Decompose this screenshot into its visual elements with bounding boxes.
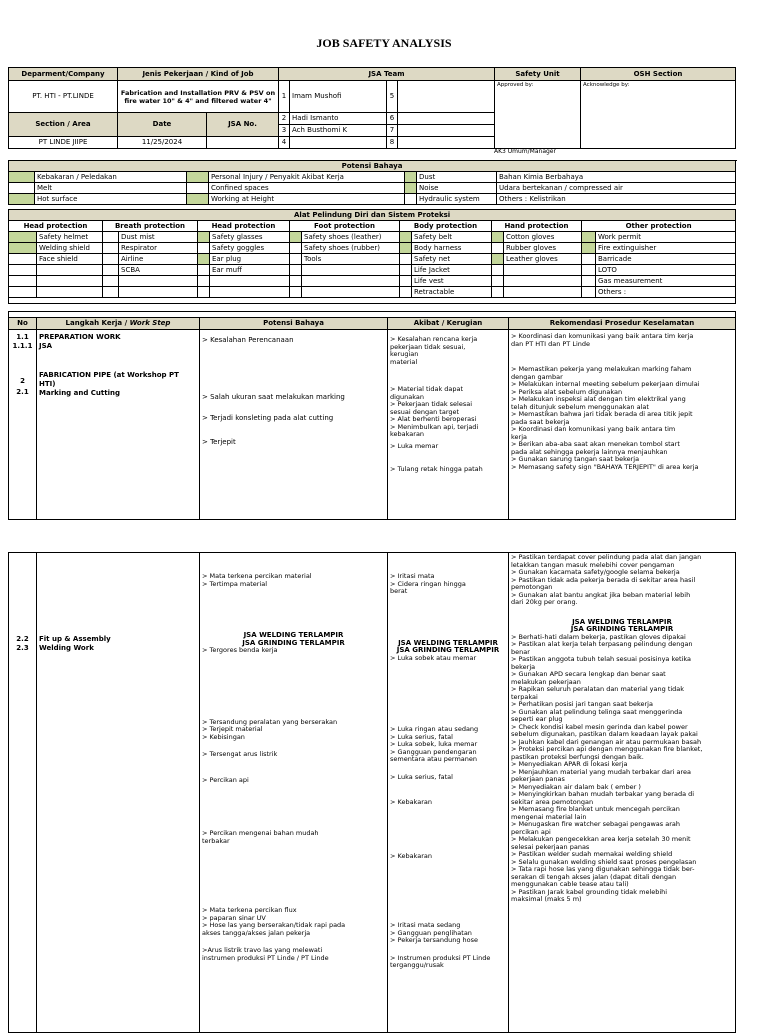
hazard-checkbox[interactable] bbox=[405, 183, 417, 194]
ppe-checkbox[interactable] bbox=[290, 265, 302, 276]
team-name-1: Imam Mushofi bbox=[290, 81, 387, 113]
team-no-5: 5 bbox=[387, 81, 398, 113]
steps-table bbox=[8, 311, 736, 520]
ppe-checkbox[interactable] bbox=[103, 243, 119, 254]
team-no-7: 7 bbox=[387, 125, 398, 137]
block1-effect: > Kesalahan rencana kerja pekerjaan tidak sesuai, kerugian material > Material tidak dapat digunakan > Pekerjaan tidak selesai sesuai dengan target > Alat berhenti beroperasi > Menimbulkan api, terjadi kebakaran > Luka memar > Tulang retak hingga patah bbox=[388, 330, 509, 520]
ppe-label: Safety glasses bbox=[210, 232, 290, 243]
ppe-checkbox[interactable] bbox=[290, 254, 302, 265]
block1-hazard: > Kesalahan Perencanaan > Salah ukuran saat melakukan marking > Terjadi konsleting pada alat cutting > Terjepit bbox=[200, 330, 388, 520]
ppe-checkbox[interactable] bbox=[103, 287, 119, 298]
ppe-checkbox[interactable] bbox=[290, 243, 302, 254]
ppe-checkbox[interactable] bbox=[198, 254, 210, 265]
ppe-label: LOTO bbox=[596, 265, 736, 276]
ppe-label bbox=[210, 276, 290, 287]
hazard-label: Hot surface bbox=[35, 194, 187, 205]
ppe-label bbox=[210, 287, 290, 298]
reco-header: Rekomendasi Prosedur Keselamatan bbox=[509, 318, 736, 330]
ppe-checkbox[interactable] bbox=[290, 232, 302, 243]
team-name-7 bbox=[398, 125, 495, 137]
ppe-checkbox[interactable] bbox=[492, 243, 504, 254]
block2-step: Fit up & Assembly Welding Work bbox=[37, 553, 200, 1033]
ppe-label: Life vest bbox=[412, 276, 492, 287]
ppe-checkbox[interactable] bbox=[492, 254, 504, 265]
ppe-header: Head protection bbox=[198, 221, 290, 232]
ppe-checkbox[interactable] bbox=[492, 265, 504, 276]
ppe-label: Gas measurement bbox=[596, 276, 736, 287]
ppe-checkbox[interactable] bbox=[582, 232, 596, 243]
kind-label: Jenis Pekerjaan / Kind of Job bbox=[118, 68, 279, 81]
hazard-title: Potensi Bahaya bbox=[9, 161, 736, 172]
hazard-label: Noise bbox=[417, 183, 497, 194]
ppe-checkbox[interactable] bbox=[400, 232, 412, 243]
ppe-label bbox=[37, 287, 103, 298]
team-name-2: Hadi Ismanto bbox=[290, 113, 387, 125]
ppe-label bbox=[302, 265, 400, 276]
block2-hazard: > Mata terkena percikan material > Tertimpa material JSA WELDING TERLAMPIR JSA GRINDING TERLAMPIR > Tergores benda kerja > Tersandung peralatan yang berserakan > Terjepit material > Kebisingan > Tersengat arus listrik > Percikan api > Percikan mengenai bahan mudah terbakar > Mata terkena percikan flux > paparan sinar UV > Hose las yang berserakan/tidak rapi pada akses tangga/akses jalan pekerja >Arus listrik travo las yang melewati instrumen produksi PT Linde / PT Linde bbox=[200, 553, 388, 1033]
ppe-checkbox[interactable] bbox=[9, 265, 37, 276]
ppe-checkbox[interactable] bbox=[492, 276, 504, 287]
ppe-label: Barricade bbox=[596, 254, 736, 265]
ppe-checkbox[interactable] bbox=[198, 232, 210, 243]
block2-no: 2.2 2.3 bbox=[9, 553, 37, 1033]
team-no-3: 3 bbox=[279, 125, 290, 137]
team-no-1: 1 bbox=[279, 81, 290, 113]
ppe-label: Fire extinguisher bbox=[596, 243, 736, 254]
team-name-8 bbox=[398, 137, 495, 149]
osh-label: OSH Section bbox=[581, 68, 736, 81]
hazard-label: Dust bbox=[417, 172, 497, 183]
ppe-label: Cotton gloves bbox=[504, 232, 582, 243]
hazard-checkbox[interactable] bbox=[187, 183, 209, 194]
team-name-6 bbox=[398, 113, 495, 125]
ppe-title: Alat Pelindung Diri dan Sistem Proteksi bbox=[9, 210, 736, 221]
hazard-label: Confined spaces bbox=[209, 183, 405, 194]
ppe-checkbox[interactable] bbox=[582, 287, 596, 298]
ppe-label: Respirator bbox=[119, 243, 198, 254]
hazard-checkbox[interactable] bbox=[9, 194, 35, 205]
date-label: Date bbox=[118, 113, 207, 137]
hazard-label: Others : Kelistrikan bbox=[497, 194, 736, 205]
ppe-label bbox=[37, 276, 103, 287]
ppe-label: Body harness bbox=[412, 243, 492, 254]
company-value: PT. HTI - PT.LINDE bbox=[9, 81, 118, 113]
ppe-label: Safety helmet bbox=[37, 232, 103, 243]
ppe-label bbox=[119, 276, 198, 287]
hazard-label: Udara bertekanan / compressed air bbox=[497, 183, 736, 194]
ppe-checkbox[interactable] bbox=[198, 287, 210, 298]
team-no-4: 4 bbox=[279, 137, 290, 149]
section-value: PT LINDE JIIPE bbox=[9, 137, 118, 149]
hazard-label: Hydraulic system bbox=[417, 194, 497, 205]
ppe-label bbox=[302, 287, 400, 298]
ppe-label bbox=[37, 265, 103, 276]
steps-table-2 bbox=[8, 552, 736, 1033]
acknowledge-by: Acknowledge by: bbox=[581, 81, 736, 149]
ppe-label bbox=[504, 265, 582, 276]
hazard-checkbox[interactable] bbox=[187, 194, 209, 205]
ppe-checkbox[interactable] bbox=[9, 232, 37, 243]
ppe-label: Work permit bbox=[596, 232, 736, 243]
ppe-checkbox[interactable] bbox=[582, 254, 596, 265]
ppe-checkbox[interactable] bbox=[198, 265, 210, 276]
ppe-label bbox=[504, 276, 582, 287]
ppe-label: Welding shield bbox=[37, 243, 103, 254]
ppe-checkbox[interactable] bbox=[290, 287, 302, 298]
ppe-label: Life Jacket bbox=[412, 265, 492, 276]
ppe-checkbox[interactable] bbox=[9, 243, 37, 254]
no-header: No bbox=[9, 318, 37, 330]
ppe-label: Airline bbox=[119, 254, 198, 265]
ppe-checkbox[interactable] bbox=[103, 265, 119, 276]
step-header: Langkah Kerja / Work Step bbox=[37, 318, 200, 330]
team-name-3: Ach Busthomi K bbox=[290, 125, 387, 137]
date-value: 11/25/2024 bbox=[118, 137, 207, 149]
hazard-label: Personal Injury / Penyakit Akibat Kerja bbox=[209, 172, 405, 183]
section-label: Section / Area bbox=[9, 113, 118, 137]
ppe-checkbox[interactable] bbox=[290, 276, 302, 287]
ppe-checkbox[interactable] bbox=[9, 287, 37, 298]
hazard-checkbox[interactable] bbox=[405, 172, 417, 183]
kind-value: Fabrication and Installation PRV & PSV on fire water 10" & 4" and filtered water 4" bbox=[118, 81, 279, 113]
ppe-header: Other protection bbox=[582, 221, 736, 232]
ppe-label: Tools bbox=[302, 254, 400, 265]
ppe-label: Safety net bbox=[412, 254, 492, 265]
hazard-label: Bahan Kimia Berbahaya bbox=[497, 172, 736, 183]
block2-effect: > Iritasi mata > Cidera ringan hingga berat JSA WELDING TERLAMPIR JSA GRINDING TERLAMPIR > Luka sobek atau memar > Luka ringan atau sedang > Luka serius, fatal > Luka sobek, luka memar > Gangguan pendengaran sementara atau permanen > Luka serius, fatal > Kebakaran > Kebakaran > Iritasi mata sedang > Gangguan penglihatan > Pekerja tersandung hose > Instrumen produksi PT Linde terganggu/rusak bbox=[388, 553, 509, 1033]
company-label: Deparment/Company bbox=[9, 68, 118, 81]
document-title: JOB SAFETY ANALYSIS bbox=[316, 36, 452, 50]
unit-role: AK3 Umum/Manager bbox=[494, 148, 556, 155]
header-table bbox=[8, 67, 736, 149]
team-name-4 bbox=[290, 137, 387, 149]
ppe-checkbox[interactable] bbox=[492, 232, 504, 243]
block1-reco: > Koordinasi dan komunikasi yang baik antara tim kerja dan PT HTI dan PT Linde > Memastikan pekerja yang melakukan marking faham dengan gambar > Melakukan internal meeting sebelum pekerjaan dimulai > Periksa alat sebelum digunakan > Melakukan inspeksi alat dengan tim elektrikal yang telah ditunjuk sebelum menggunakan alat > Memastikan bahwa jari tidak berada di area titik jepit pada saat bekerja > Koordinasi dan komunikasi yang baik antara tim kerja > Berikan aba-aba saat akan menekan tombol start pada alat sehingga pekerja lainnya menjauhkan > Gunakan sarung tangan saat bekerja > Memasang safety sign "BAHAYA TERJEPIT" di area kerja bbox=[509, 330, 736, 520]
hazard-label: Kebakaran / Peledakan bbox=[35, 172, 187, 183]
ppe-checkbox[interactable] bbox=[400, 254, 412, 265]
ppe-label: Retractable bbox=[412, 287, 492, 298]
ppe-checkbox[interactable] bbox=[198, 276, 210, 287]
ppe-label bbox=[119, 287, 198, 298]
ppe-label: Dust mist bbox=[119, 232, 198, 243]
ppe-label: Safety goggles bbox=[210, 243, 290, 254]
ppe-label: Others : bbox=[596, 287, 736, 298]
team-no-6: 6 bbox=[387, 113, 398, 125]
ppe-checkbox[interactable] bbox=[103, 276, 119, 287]
ppe-checkbox[interactable] bbox=[582, 265, 596, 276]
ppe-checkbox[interactable] bbox=[103, 254, 119, 265]
ppe-header: Head protection bbox=[9, 221, 103, 232]
hazard-table bbox=[8, 160, 736, 205]
approved-by: Approved by: bbox=[495, 81, 581, 149]
ppe-checkbox[interactable] bbox=[9, 276, 37, 287]
team-no-2: 2 bbox=[279, 113, 290, 125]
ppe-label: Ear plug bbox=[210, 254, 290, 265]
ppe-checkbox[interactable] bbox=[400, 276, 412, 287]
hazard-header: Potensi Bahaya bbox=[200, 318, 388, 330]
ppe-checkbox[interactable] bbox=[582, 243, 596, 254]
hazard-label: Working at Height bbox=[209, 194, 405, 205]
ppe-label: Safety shoes (leather) bbox=[302, 232, 400, 243]
block1-step: PREPARATION WORK JSA FABRICATION PIPE (at Workshop PT HTI) Marking and Cutting bbox=[37, 330, 200, 520]
hazard-checkbox[interactable] bbox=[9, 172, 35, 183]
jsa-label: JSA No. bbox=[207, 113, 279, 137]
team-no-8: 8 bbox=[387, 137, 398, 149]
ppe-header: Breath protection bbox=[103, 221, 198, 232]
ppe-label bbox=[504, 287, 582, 298]
jsa-no-value bbox=[207, 137, 279, 149]
ppe-label: Rubber gloves bbox=[504, 243, 582, 254]
ppe-checkbox[interactable] bbox=[492, 287, 504, 298]
ppe-checkbox[interactable] bbox=[9, 254, 37, 265]
ppe-label: SCBA bbox=[119, 265, 198, 276]
ppe-label: Ear muff bbox=[210, 265, 290, 276]
block1-no: 1.1 1.1.1 2 2.1 bbox=[9, 330, 37, 520]
ppe-header: Hand protection bbox=[492, 221, 582, 232]
ppe-header: Body protection bbox=[400, 221, 492, 232]
ppe-checkbox[interactable] bbox=[103, 232, 119, 243]
ppe-label: Face shield bbox=[37, 254, 103, 265]
ppe-label: Safety shoes (rubber) bbox=[302, 243, 400, 254]
hazard-checkbox[interactable] bbox=[9, 183, 35, 194]
hazard-checkbox[interactable] bbox=[187, 172, 209, 183]
ppe-header: Foot protection bbox=[290, 221, 400, 232]
hazard-label: Melt bbox=[35, 183, 187, 194]
ppe-label: Leather gloves bbox=[504, 254, 582, 265]
ppe-label: Safety belt bbox=[412, 232, 492, 243]
block2-reco: > Pastikan terdapat cover pelindung pada alat dan jangan letakkan tangan masuk melebihi cover pengaman > Gunakan kacamata safety/google selama bekerja > Pastikan tidak ada pekerja berada di sekitar area hasil pemotongan > Gunakan alat bantu angkat jika beban material lebih dari 20kg per orang. JSA WELDING TERLAMPIR JSA GRINDING TERLAMPIR > Berhati-hati dalam bekerja, pastikan gloves dipakai > Pastikan alat kerja telah terpasang pelindung dengan benar > Pastikan anggota tubuh telah sesuai posisinya ketika bekerja > Gunakan APD secara lengkap dan benar saat melakukan pekerjaan > Rapikan seluruh peralatan dan material yang tidak terpakai > Perhatikan posisi jari tangan saat bekerja > Gunakan alat pelindung telinga saat menggerinda seperti ear plug > Check kondisi kabel mesin gerinda dan kabel power sebelum digunakan, pastikan dalam keadaan layak pakai > Jauhkan kabel dari genangan air atau permukaan basah > Proteksi percikan api dengan menggunakan fire blanket, pastikan proteksi berfungsi dengan baik. > Menyediakan APAR di lokasi kerja > Menjauhkan material yang mudah terbakar dari area pekerjaan panas > Menyediakan air dalam bak ( ember ) > Menyingkirkan bahan mudah terbakar yang berada di sekitar area pemotongan > Memasang fire blanket untuk mencegah percikan mengenai material lain > Menugaskan fire watcher sebagai pengawas arah percikan api > Melakukan pengecekkan area kerja setelah 30 menit selesai pekerjaan panas > Pastikan welder sudah memakai welding shield > Selalu gunakan welding shield saat proses pengelasan > Tata rapi hose las yang digunakan sehingga tidak ber- serakan di tengah akses jalan (dapat ditali dengan menggunakan cable tease atau tali) > Pastikan Jarak kabel grounding tidak melebihi maksimal (maks 5 m) bbox=[509, 553, 736, 1033]
ppe-checkbox[interactable] bbox=[400, 243, 412, 254]
hazard-checkbox[interactable] bbox=[405, 194, 417, 205]
ppe-checkbox[interactable] bbox=[198, 243, 210, 254]
ppe-table bbox=[8, 209, 736, 304]
ppe-checkbox[interactable] bbox=[400, 287, 412, 298]
effect-header: Akibat / Kerugian bbox=[388, 318, 509, 330]
team-label: JSA Team bbox=[279, 68, 495, 81]
ppe-label bbox=[302, 276, 400, 287]
ppe-checkbox[interactable] bbox=[400, 265, 412, 276]
ppe-checkbox[interactable] bbox=[582, 276, 596, 287]
team-name-5 bbox=[398, 81, 495, 113]
unit-label: Safety Unit bbox=[495, 68, 581, 81]
